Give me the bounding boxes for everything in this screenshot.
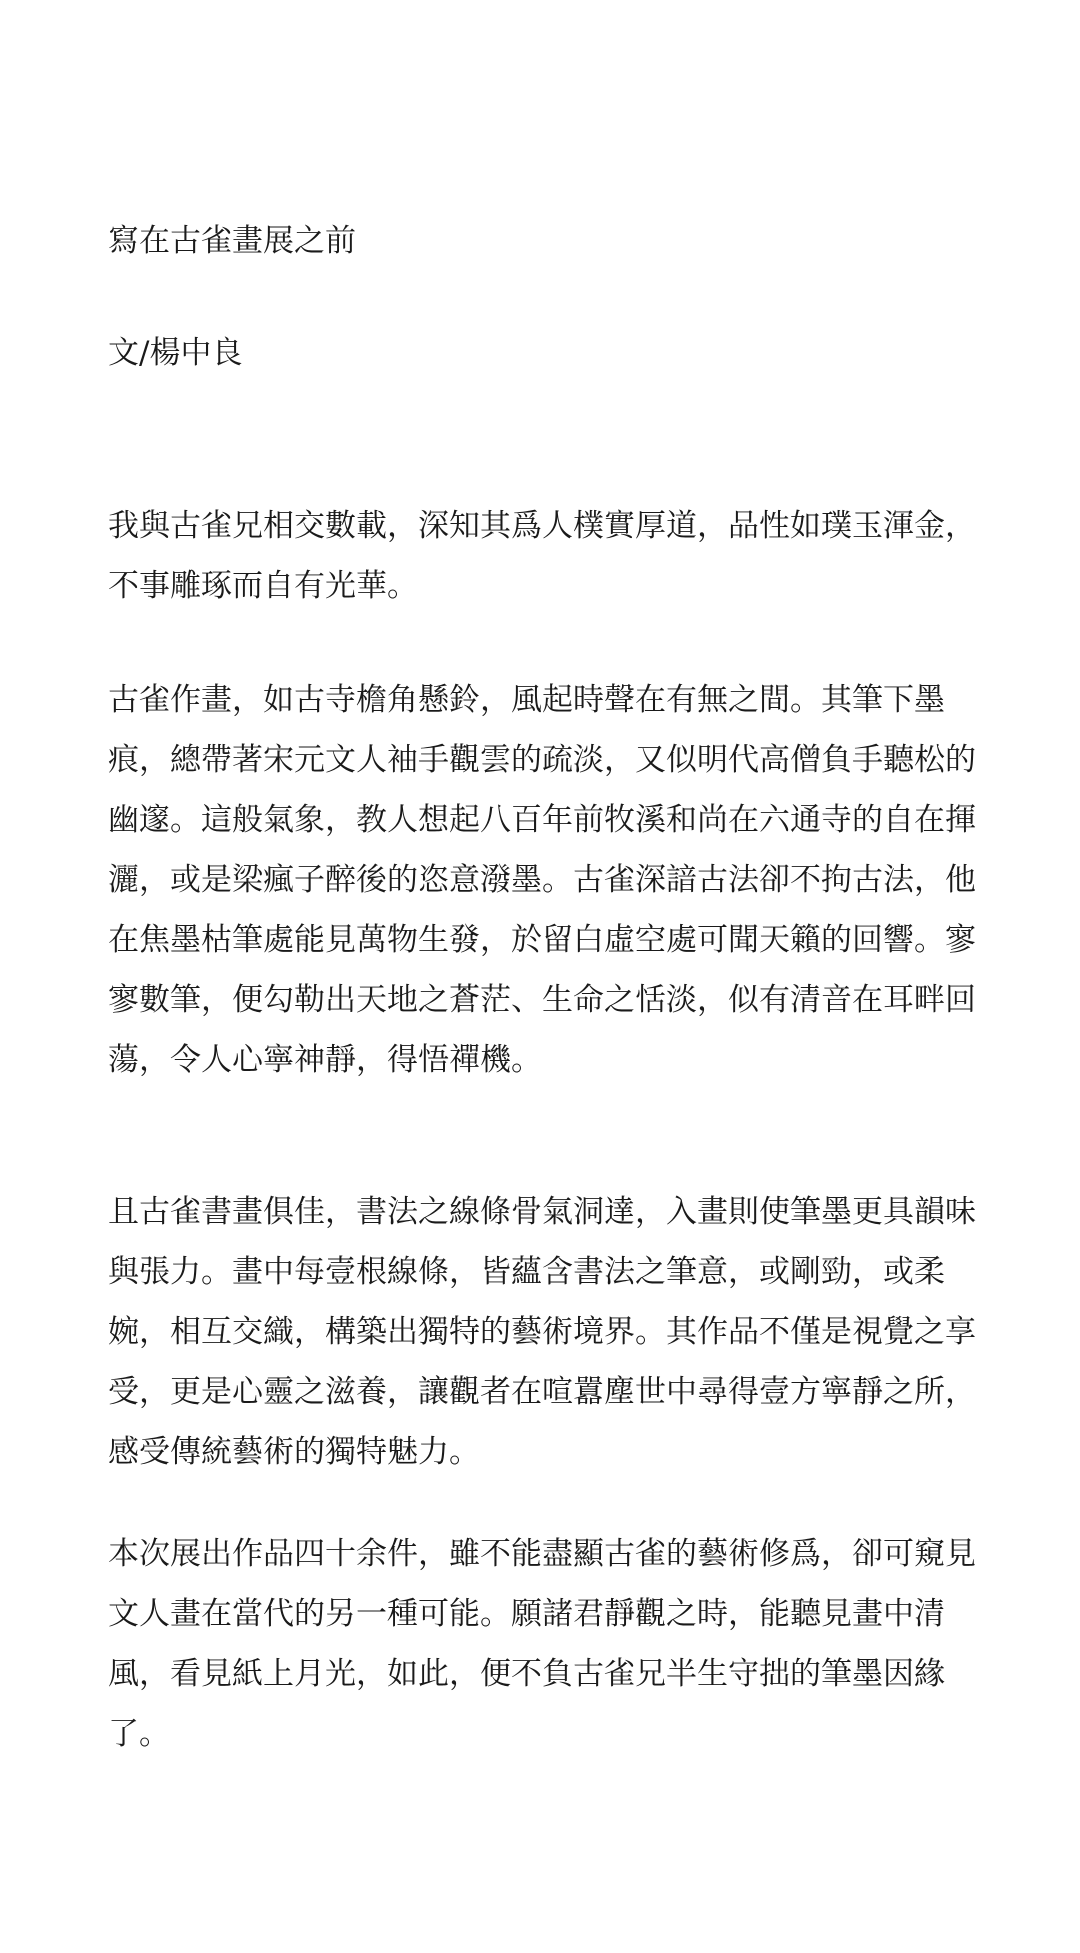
paragraph: 且古雀書畫俱佳，書法之線條骨氣洞達，入畫則使筆墨更具韻味與張力。畫中每壹根線條，皆蘊含書法之筆意，或剛勁，或柔婉，相互交織，構築出獨特的藝術境界。其作品不僅是視覺之享受，更是心靈之滋養，讓觀者在喧囂塵世中尋得壹方寧靜之所，感受傳統藝術的獨特魅力。 xyxy=(108,1194,976,1470)
author-line: 文/楊中良 xyxy=(108,335,243,371)
document-title: 寫在古雀畫展之前 xyxy=(108,223,356,259)
paragraph: 本次展出作品四十余件，雖不能盡顯古雀的藝術修爲，卻可窺見文人畫在當代的另一種可能。願諸君靜觀之時，能聽見畫中清風，看見紙上月光，如此，便不負古雀兄半生守拙的筆墨因緣了。 xyxy=(108,1536,976,1752)
paragraph: 我與古雀兄相交數載，深知其爲人樸實厚道，品性如璞玉渾金，不事雕琢而自有光華。 xyxy=(108,508,976,604)
paragraph-4-container xyxy=(108,1524,988,1764)
paragraph: 古雀作畫，如古寺檐角懸鈴，風起時聲在有無之間。其筆下墨痕，總帶著宋元文人袖手觀雲的疏淡，又似明代高僧負手聽松的幽邃。這般氣象，教人想起八百年前牧溪和尚在六通寺的自在揮灑，或是梁瘋子醉後的恣意潑墨。古雀深諳古法卻不拘古法，他在焦墨枯筆處能見萬物生發，於留白虛空處可聞天籟的回響。寥寥數筆，便勾勒出天地之蒼茫、生命之恬淡，似有清音在耳畔回蕩，令人心寧神靜，得悟禪機。 xyxy=(108,682,976,1078)
paragraph-3-container xyxy=(108,1182,988,1482)
paragraph-1-container xyxy=(108,496,988,616)
paragraph-2-container xyxy=(108,670,988,1090)
